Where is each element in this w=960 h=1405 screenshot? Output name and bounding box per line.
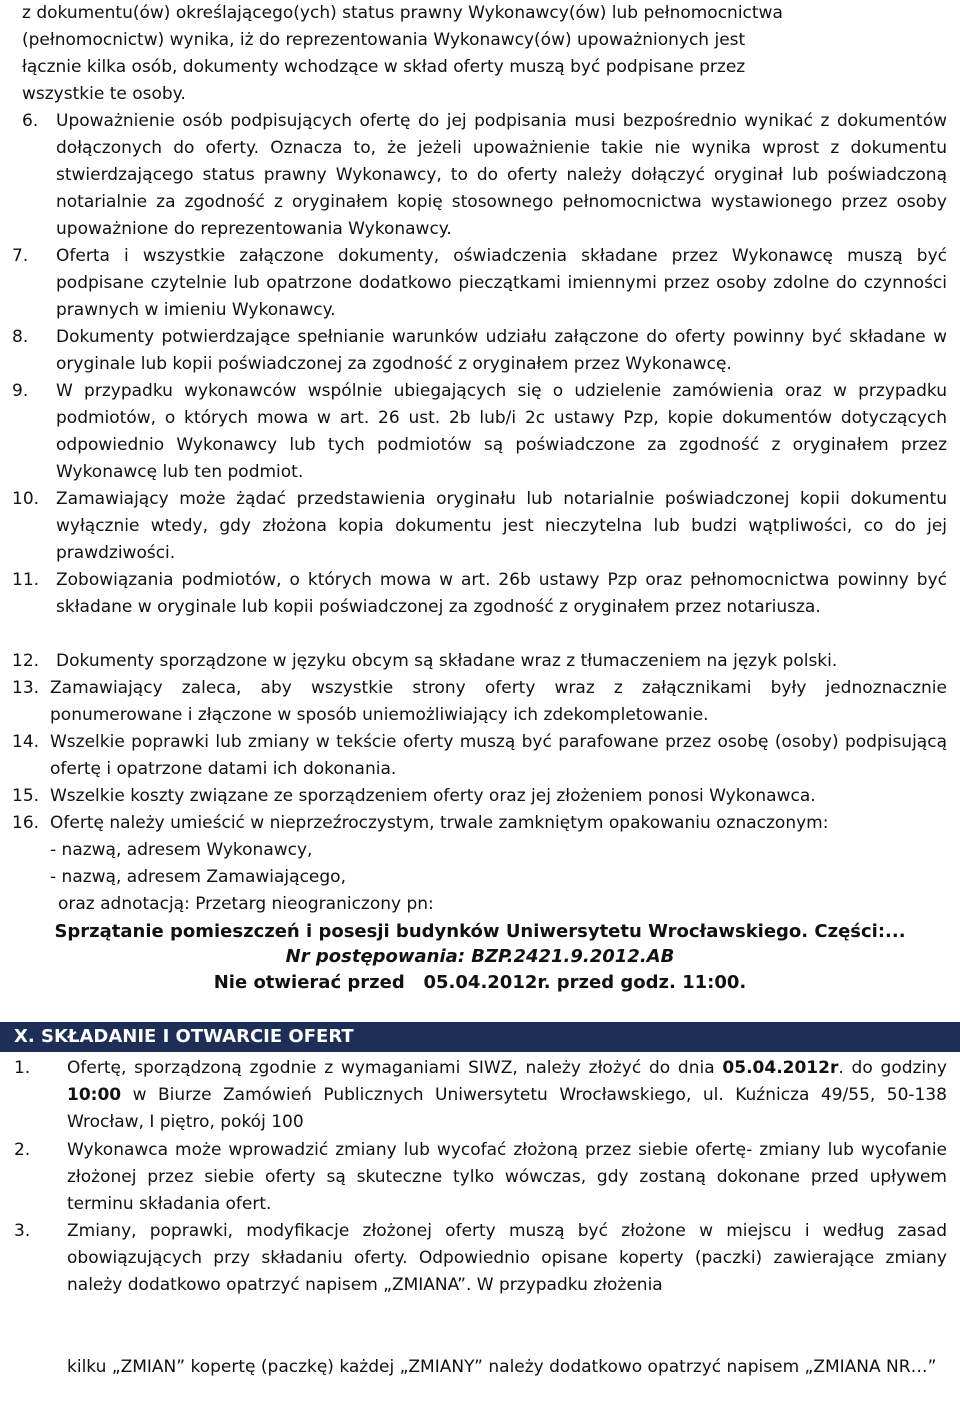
- item-number: 14.: [12, 732, 40, 752]
- item-number: 12.: [12, 651, 40, 671]
- item-text: Wszelkie poprawki lub zmiany w tekście oferty muszą być parafowane przez osobę (osoby) podpisującą ofertę i opatrzone datami ich dokonania.: [50, 732, 947, 779]
- section-list-item: [14, 1218, 947, 1299]
- intro-line: z dokumentu(ów) określającego(ych) status prawny Wykonawcy(ów) lub pełnomocnictwa: [22, 3, 783, 23]
- deadline-date: 05.04.2012r: [722, 1058, 839, 1078]
- list-item: [22, 108, 947, 243]
- intro-line: wszystkie te osoby.: [22, 84, 186, 104]
- item-text: Dokumenty potwierdzające spełnianie warunków udziału załączone do oferty powinny być składane w oryginale lub kopii poświadczonej za zgodność z oryginałem przez Wykonawcę.: [56, 327, 947, 374]
- item-text-part: w Biurze Zamówień Publicznych Uniwersytetu Wrocławskiego, ul. Kuźnicza 49/55, 50-138 Wrocław, I piętro, pokój 100: [67, 1085, 947, 1132]
- item-number: 15.: [12, 786, 40, 806]
- list-item: [12, 810, 947, 837]
- item-text: Wykonawca może wprowadzić zmiany lub wycofać złożoną przez siebie ofertę- zmiany lub wycofanie złożonej przez siebie oferty są skuteczne tylko wówczas, gdy zostaną dokonane przed upływem terminu składania ofert.: [67, 1140, 947, 1214]
- item-text: Wszelkie koszty związane ze sporządzeniem oferty oraz jej złożeniem ponosi Wykonawca.: [50, 786, 816, 806]
- item-text-part: . do godziny: [838, 1058, 947, 1078]
- recipient-line: - nazwą, adresem Wykonawcy,: [50, 840, 313, 860]
- item-number: 1.: [14, 1058, 31, 1078]
- item-number: 9.: [12, 381, 29, 401]
- tender-number: Nr postępowania: BZP.2421.9.2012.AB: [285, 946, 675, 967]
- item-number: 8.: [12, 327, 29, 347]
- item-text: Upoważnienie osób podpisujących ofertę do jej podpisania musi bezpośrednio wynikać z dokumentów dołączonych do oferty. Oznacza to, że jeżeli upoważnienie takie nie wynika wprost z dokumentu stwierdzającego status prawny Wykonawcy, to do oferty należy dołączyć oryginał lub poświadczoną notarialnie za zgodność z oryginałem kopię stosownego pełnomocnictwa wystawionego przez osoby upoważnione do reprezentowania Wykonawcy.: [56, 111, 947, 239]
- intro-line: łącznie kilka osób, dokumenty wchodzące w skład oferty muszą być podpisane przez: [22, 57, 746, 77]
- list-item: [12, 729, 947, 783]
- section-list-item: [14, 1055, 947, 1136]
- item-text: W przypadku wykonawców wspólnie ubiegających się o udzielenie zamówienia oraz w przypadku podmiotów, o których mowa w art. 26 ust. 2b lub/i 2c ustawy Pzp, kopie dokumentów dotyczących odpowiednio Wykonawcy lub tych podmiotów są poświadczone za zgodność z oryginałem przez Wykonawcę lub ten podmiot.: [56, 381, 947, 482]
- section-list-item: [14, 1137, 947, 1218]
- item-number: 6.: [22, 111, 39, 131]
- intro-paragraph: [22, 0, 947, 108]
- item-text-part: Ofertę, sporządzoną zgodnie z wymaganiami SIWZ, należy złożyć do dnia: [67, 1058, 723, 1078]
- item-number: 7.: [12, 246, 29, 266]
- section-header: [0, 1022, 960, 1052]
- item-number: 10.: [12, 489, 40, 509]
- list-item: [12, 243, 947, 324]
- item-text: Zamawiający może żądać przedstawienia oryginału lub notarialnie poświadczonej kopii dokumentu wyłącznie wtedy, gdy złożona kopia dokumentu jest nieczytelna lub budzi wątpliwości, co do jej prawdziwości.: [56, 489, 947, 563]
- item-number: 16.: [12, 813, 40, 833]
- item-number: 11.: [12, 570, 40, 590]
- item-number: 3.: [14, 1221, 31, 1241]
- intro-line: (pełnomocnictw) wynika, iż do reprezentowania Wykonawcy(ów) upoważnionych jest: [22, 30, 746, 50]
- item-text: [67, 1055, 947, 1136]
- list-item: [12, 567, 947, 621]
- tender-title: Sprzątanie pomieszczeń i posesji budynków Uniwersytetu Wrocławskiego. Części:...: [54, 921, 906, 942]
- item-text: Dokumenty sporządzone w języku obcym są składane wraz z tłumaczeniem na język polski.: [56, 651, 838, 671]
- section-title: X. SKŁADANIE I OTWARCIE OFERT: [14, 1026, 354, 1047]
- annotation-line: oraz adnotacją: Przetarg nieograniczony pn:: [58, 894, 434, 914]
- item-text: Zmiany, poprawki, modyfikacje złożonej oferty muszą być złożone w miejscu i według zasad obowiązujących przy składaniu oferty. Odpowiednio opisane koperty (paczki) zawierające zmiany należy dodatkowo opatrzyć napisem „ZMIANA”. W przypadku złożenia: [67, 1221, 947, 1295]
- list-item: [12, 486, 947, 567]
- deadline-time: 10:00: [67, 1085, 122, 1105]
- list-item: [12, 783, 947, 810]
- item-text: Oferta i wszystkie załączone dokumenty, oświadczenia składane przez Wykonawcę muszą być podpisane czytelnie lub opatrzone dodatkowo pieczątkami imiennymi przez osoby zdolne do czynności prawnych w imieniu Wykonawcy.: [56, 246, 947, 320]
- continuation-paragraph: kilku „ZMIAN” kopertę (paczkę) każdej „ZMIANY” należy dodatkowo opatrzyć napisem „ZMIANA NR…”: [67, 1357, 937, 1377]
- do-not-open-notice: Nie otwierać przed 05.04.2012r. przed godz. 11:00.: [213, 972, 747, 993]
- item-number: 2.: [14, 1140, 31, 1160]
- list-item: [12, 378, 947, 486]
- item-text: Zamawiający zaleca, aby wszystkie strony oferty wraz z załącznikami były jednoznacznie ponumerowane i złączone w sposób uniemożliwiający ich zdekompletowanie.: [50, 678, 947, 725]
- list-item: [12, 675, 947, 729]
- item-text: Zobowiązania podmiotów, o których mowa w art. 26b ustawy Pzp oraz pełnomocnictwa powinny być składane w oryginale lub kopii poświadczonej za zgodność z oryginałem przez notariusza.: [56, 570, 947, 617]
- item-text: Ofertę należy umieścić w nieprzeźroczystym, trwale zamkniętym opakowaniu oznaczonym:: [50, 813, 829, 833]
- list-item: [12, 324, 947, 378]
- recipient-line: - nazwą, adresem Zamawiającego,: [50, 867, 346, 887]
- item-number: 13.: [12, 678, 40, 698]
- list-item: [12, 648, 947, 675]
